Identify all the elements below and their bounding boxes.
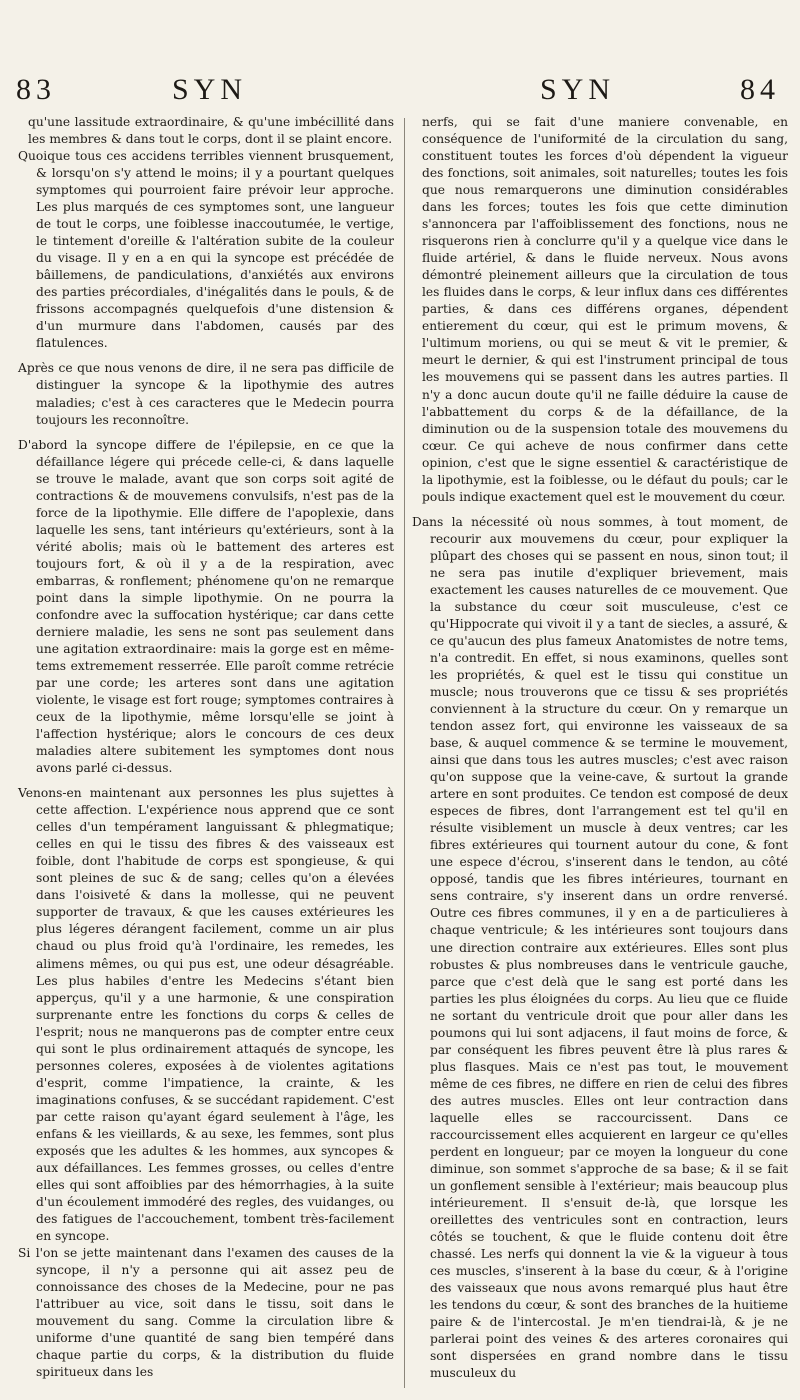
paragraph-epilepsy: D'abord la syncope differe de l'épilepsie, en ce que la défaillance légere qui précede celle-ci, & dans laquelle se trouve le malade, avant que son corps soit agité de contractions & de mouvemens convulsifs, n'est pas de la force de la lipothymie. Elle differe de l'apoplexie, dans laquelle les sens, tant intérieurs qu'extérieurs, sont à la vérité abolis; mais où le battement des arteres est toujours fort, & où il y a de la respiration, avec embarras, & ronflement; phénomene qu'on ne remarque point dans la simple lipothymie. On ne pourra la confondre avec la suffocation hystérique; car dans cette derniere maladie, les sens ne sont pas seulement dans une agitation extraordinaire: mais la gorge est en même-tems extremement resserrée. Elle paroît comme retrécie par une corde; les arteres sont dans une agitation violente, le visage est fort rouge; symptomes contraires à ceux de la lipothymie, même lorsqu'elle se joint à l'affection hystérique; alors le concours de ces deux maladies altere subitement les symptomes dont nous avons parlé ci-dessus. xyxy=(18,437,394,776)
paragraph-causes: Si l'on se jette maintenant dans l'examen des causes de la syncope, il n'y a personne qui ait assez peu de connoissance des choses de la Medecine, pour ne pas l'attribuer au vice, soit dans le tissu, soit dans le mouvement du sang. Comme la circulation libre & uniforme d'une quantité de sang bien tempéré dans chaque partie du corps, & la distribution du fluide spiritueux dans les xyxy=(18,1246,394,1380)
column-divider xyxy=(404,118,405,1388)
left-column xyxy=(18,114,394,1381)
paragraph-heart-movement: Dans la nécessité où nous sommes, à tout moment, de recourir aux mouvemens du cœur, pour expliquer la plûpart des choses qui se passent en nous, sinon tout; il ne sera pas inutile d'expliquer brievement, mais exactement les causes naturelles de ce mouvement. Que la substance du cœur soit musculeuse, c'est ce qu'Hippocrate qui vivoit il y a tant de siecles, a assuré, & ce qu'aucun des plus fameux Anatomistes de notre tems, n'a contredit. En effet, si nous examinons, quelles sont les propriétés, & quel est le tissu qui constitue un muscle; nous trouverons que ce tissu & ses propriétés conviennent à la structure du cœur. On y remarque un tendon assez fort, qui environne les vaisseaux de sa base, & auquel commence & se termine le mouvement, ainsi que dans tous les autres muscles; c'est avec raison qu'on suppose que la veine-cave, & surtout la grande artere en sont produites. Ce tendon est composé de deux especes de fibres, dont l'arrangement est tel qu'il en résulte visiblement un muscle à deux ventres; car les fibres extérieures qui tournent autour du cone, & font une espece d'écrou, s'inserent dans le tendon, au côté opposé, tandis que les fibres intérieures, tournant en sens contraire, s'y inserent dans un ordre renversé. Outre ces fibres communes, il y en a de particulieres à chaque ventricule; & les intérieures sont toujours dans une direction contraire aux extérieures. Elles sont plus robustes & plus nombreuses dans le ventricule gauche, parce que c'est delà que le sang est porté dans les parties les plus éloignées du corps. Au lieu que ce fluide ne sortant du ventricule droit que pour aller dans les poumons qui lui sont adjacens, il faut moins de force, & par conséquent les fibres peuvent être là plus rares & plus flasques. Mais ce n'est pas tout, le mouvement même de ces fibres, ne differe en rien de celui des fibres des autres muscles. Elles ont leur contraction dans laquelle elles se raccourcissent. Dans ce raccourcissement elles acquierent en largeur ce qu'elles perdent en longueur; par ce moyen la longueur du cone diminue, son sommet s'approche de sa base; & il se fait un gonflement sensible à l'extérieur; mais beaucoup plus intérieurement. Il s'ensuit de-là, que lorsque les oreillettes des ventricules sont en contraction, leurs côtés se touchent, & que le fluide contenu doit être chassé. Les nerfs qui donnent la vie & la vigueur à tous ces muscles, s'inserent à la base du cœur, & à l'origine des vaisseaux que nous avons remarqué plus haut être les tendons du cœur, & sont des branches de la huitieme paire & de l'intercostal. Je m'en tiendrai-là, & je ne parlerai point des veines & des arteres coronaires qui sont dispersées en grand nombre dans le tissu musculeux du xyxy=(412,514,788,1381)
paragraph-symptoms: Quoique tous ces accidens terribles viennent brusquement, & lorsqu'on s'y attend le moins; il y a pourtant quelques symptomes qui pourroient faire prévoir leur approche. Les plus marqués de ces symptomes sont, une langueur de tout le corps, une foiblesse inaccoutumée, le vertige, le tintement d'oreille & l'altération subite de la couleur du visage. Il y en a en qui la syncope est précédée de bâillemens, de pandiculations, d'anxiétés aux environs des parties précordiales, d'inégalités dans le pouls, & de frissons accompagnés quelquefois d'une distension & d'un murmure dans l'abdomen, causés par des flatulences. xyxy=(18,149,394,351)
headword-right: SYN xyxy=(540,73,616,106)
page-number-right: 84 xyxy=(740,73,780,106)
paragraph-continued: qu'une lassitude extraordinaire, & qu'une imbécillité dans les membres & dans tout le corps, dont il se plaint encore. xyxy=(28,115,394,147)
paragraph-distinguish: Après ce que nous venons de dire, il ne sera pas difficile de distinguer la syncope & la lipothymie des autres maladies; c'est à ces caracteres que le Medecin pourra toujours les reconnoître. xyxy=(18,361,394,427)
headword-left: SYN xyxy=(172,73,248,106)
right-column xyxy=(412,114,788,1382)
paragraph-subjects: Venons-en maintenant aux personnes les plus sujettes à cette affection. L'expérience nous apprend que ce sont celles d'un tempérament languissant & phlegmatique; celles en qui le tissu des fibres & des vaisseaux est foible, dont l'habitude de corps est spongieuse, & qui sont pleines de suc & de sang; celles qu'on a élevées dans l'oisiveté & dans la mollesse, qui ne peuvent supporter de travaux, & que les causes extérieures les plus légeres dérangent facilement, comme un air plus chaud ou plus froid qu'à l'ordinaire, les remedes, les alimens mêmes, ou qui pus est, une odeur désagréable. Les plus habiles d'entre les Medecins s'étant bien apperçus, qu'il y a une harmonie, & une conspiration surprenante entre les fonctions du corps & celles de l'esprit; nous ne manquerons pas de compter entre ceux qui sont le plus ordinairement attaqués de syncope, les personnes coleres, exposées à de violentes agitations d'esprit, comme l'impatience, la crainte, & les imaginations confuses, & se succédant rapidement. C'est par cette raison qu'ayant égard seulement à l'âge, les enfans & les vieillards, & au sexe, les femmes, sont plus exposés que les adultes & les hommes, aux syncopes & aux défaillances. Les femmes grosses, ou celles d'entre elles qui sont affoiblies par des hémorrhagies, à la suite d'un écoulement immodéré des regles, des vuidanges, ou des fatigues de l'accouchement, tombent très-facilement en syncope. xyxy=(18,786,394,1243)
paragraph-nerves: nerfs, qui se fait d'une maniere convenable, en conséquence de l'uniformité de la circulation du sang, constituent toutes les forces d'où dépendent la vigueur des fonctions, soit animales, soit naturelles; toutes les fois que nous remarquerons une diminution considérables dans les forces; toutes les fois que cette diminution s'annoncera par l'affoiblissement des fonctions, nous ne risquerons rien à conclurre qu'il y a quelque vice dans le fluide artériel, & dans le fluide nerveux. Nous avons démontré pleinement ailleurs que la circulation de tous les fluides dans le corps, & leur influx dans ces différentes parties, & dans ces différens organes, dépendent entierement du cœur, qui est le primum movens, & l'ultimum moriens, ou qui se meut & vit le premier, & meurt le dernier, & qui est l'instrument principal de tous les mouvemens qui se passent dans les autres parties. Il n'y a donc aucun doute qu'il ne faille déduire la cause de l'abbattement du corps & de la défaillance, de la diminution ou de la suspension totale des mouvemens du cœur. Ce qui acheve de nous confirmer dans cette opinion, c'est que le signe essentiel & caractéristique de la lipothymie, est la foiblesse, ou le défaut du pouls; car le pouls indique exactement quel est le mouvement du cœur. xyxy=(422,115,788,504)
page-number-left: 83 xyxy=(16,73,56,106)
running-header xyxy=(0,70,800,110)
